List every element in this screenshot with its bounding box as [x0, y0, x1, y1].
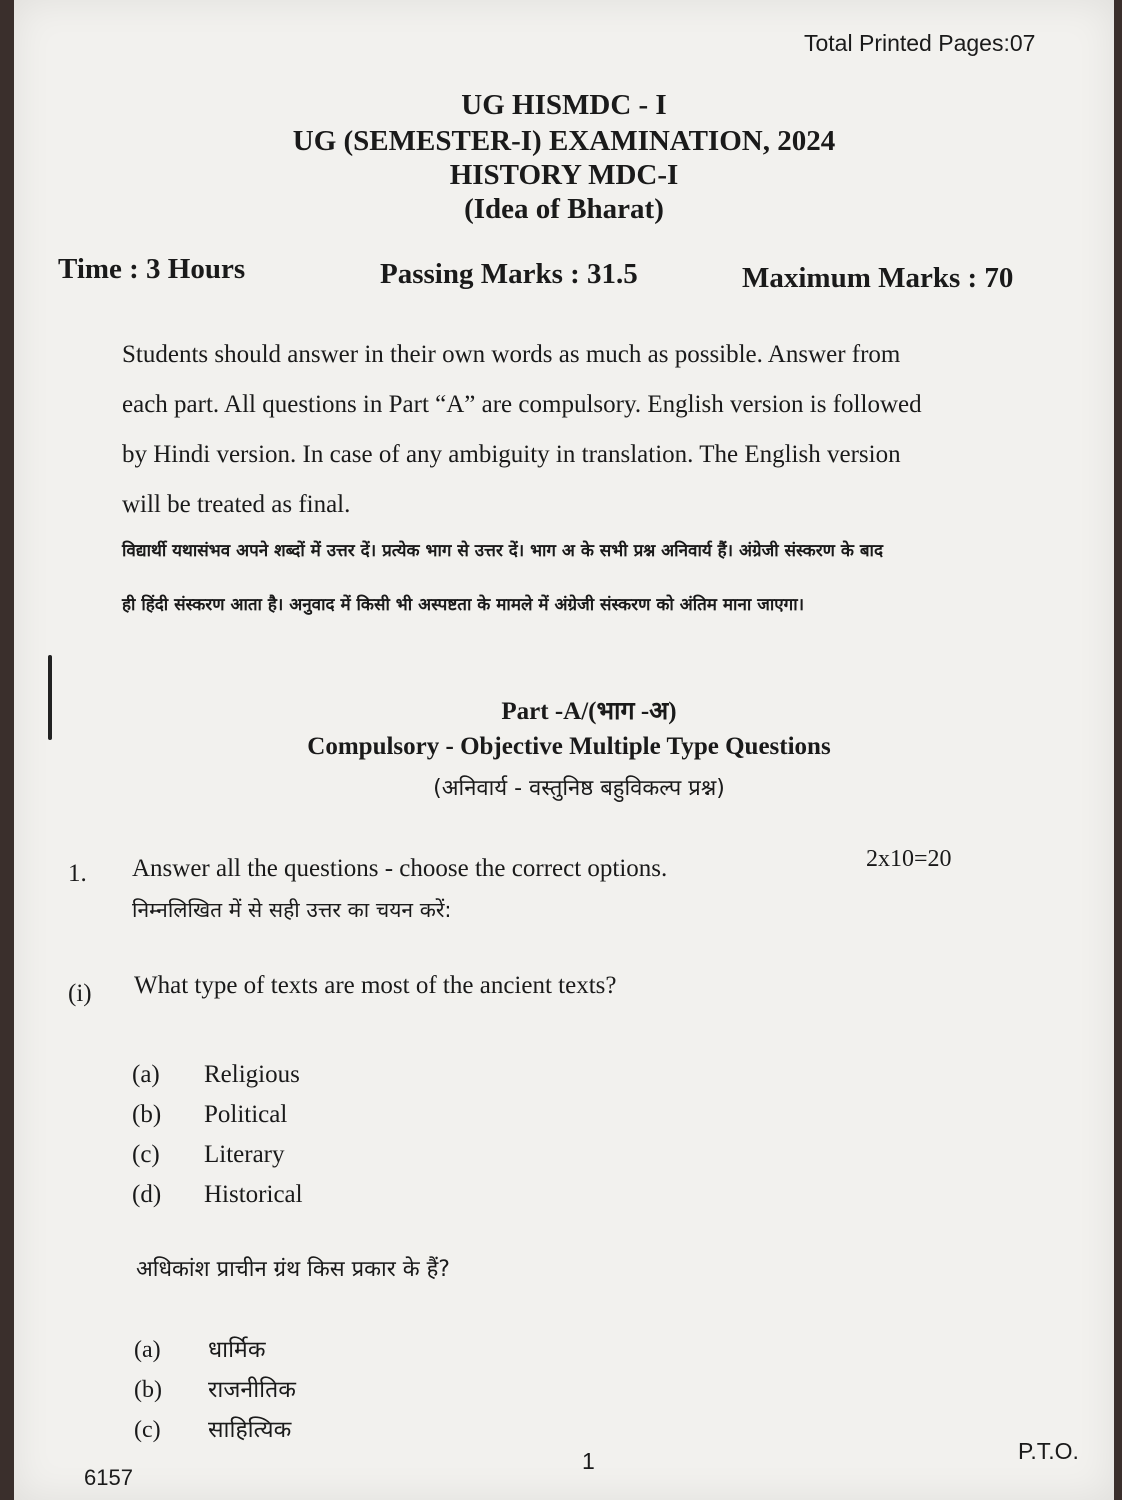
instruction-line: Students should answer in their own words as much as possible. Answer from	[122, 341, 901, 368]
option-text: Religious	[204, 1061, 300, 1088]
instruction-line-hindi: ही हिंदी संस्करण आता है। अनुवाद में किसी भी अस्पष्टता के मामले में अंग्रेजी संस्करण को अंतिम माना जाएगा।	[122, 595, 805, 615]
question-marks: 2x10=20	[866, 846, 952, 872]
maximum-marks: Maximum Marks : 70	[742, 262, 1014, 294]
option-hindi	[134, 1330, 296, 1370]
question-text-hindi: निम्नलिखित में से सही उत्तर का चयन करें:	[132, 898, 452, 922]
option-text: Historical	[204, 1181, 303, 1208]
passing-marks: Passing Marks : 31.5	[380, 258, 638, 290]
instruction-line: will be treated as final.	[122, 491, 351, 518]
exam-paper	[14, 0, 1114, 1500]
option-text: Literary	[204, 1141, 285, 1168]
option	[132, 1175, 303, 1215]
option-text: Political	[204, 1101, 288, 1128]
total-printed-pages: Total Printed Pages:07	[804, 30, 1036, 56]
option	[132, 1095, 303, 1135]
instructions-english	[122, 330, 1082, 530]
instruction-line: by Hindi version. In case of any ambiguity in translation. The English version	[122, 441, 901, 468]
exam-title: UG (SEMESTER-I) EXAMINATION, 2024	[292, 125, 836, 157]
time-allowed: Time : 3 Hours	[58, 253, 246, 285]
part-a-subheading: Compulsory - Objective Multiple Type Questions	[307, 733, 831, 760]
page-number: 1	[582, 1448, 595, 1474]
option-label: (c)	[132, 1141, 160, 1168]
option-label: (a)	[134, 1337, 161, 1363]
option-label: (b)	[134, 1377, 162, 1403]
paper-title: (Idea of Bharat)	[464, 193, 664, 225]
option-label: (c)	[134, 1417, 161, 1443]
option	[132, 1055, 303, 1095]
instruction-line-hindi: विद्यार्थी यथासंभव अपने शब्दों में उत्तर दें। प्रत्येक भाग से उत्तर दें। भाग अ के सभी प्रश्न अनिवार्य हैं। अंग्रेजी संस्करण के बाद	[122, 541, 883, 561]
subject-title: HISTORY MDC-I	[449, 159, 679, 191]
part-a-heading: Part -A/(भाग -अ)	[501, 698, 677, 725]
option-hindi	[134, 1370, 296, 1410]
options-list-hindi	[134, 1330, 296, 1450]
options-list	[132, 1055, 303, 1215]
instruction-line: each part. All questions in Part “A” are compulsory. English version is followed	[122, 391, 922, 418]
option-text: धार्मिक	[208, 1337, 266, 1363]
sub-question-text: What type of texts are most of the ancient texts?	[134, 972, 617, 999]
option-hindi	[134, 1410, 296, 1450]
option-label: (d)	[132, 1181, 162, 1208]
paper-code: UG HISMDC - I	[461, 89, 667, 121]
question-text: Answer all the questions - choose the correct options.	[132, 855, 668, 882]
pto-label: P.T.O.	[1018, 1438, 1079, 1464]
option-label: (b)	[132, 1101, 162, 1128]
sub-question-number: (i)	[68, 980, 92, 1007]
instructions-hindi	[122, 524, 1112, 632]
paper-code-footer: 6157	[84, 1465, 133, 1490]
sub-question-text-hindi: अधिकांश प्राचीन ग्रंथ किस प्रकार के हैं?	[136, 1257, 450, 1282]
option	[132, 1135, 303, 1175]
part-a-subheading-hindi: (अनिवार्य - वस्तुनिष्ठ बहुविकल्प प्रश्न)	[433, 776, 725, 801]
option-label: (a)	[132, 1061, 160, 1088]
option-text: साहित्यिक	[208, 1417, 292, 1443]
question-number: 1.	[68, 860, 87, 887]
option-text: राजनीतिक	[208, 1377, 296, 1403]
